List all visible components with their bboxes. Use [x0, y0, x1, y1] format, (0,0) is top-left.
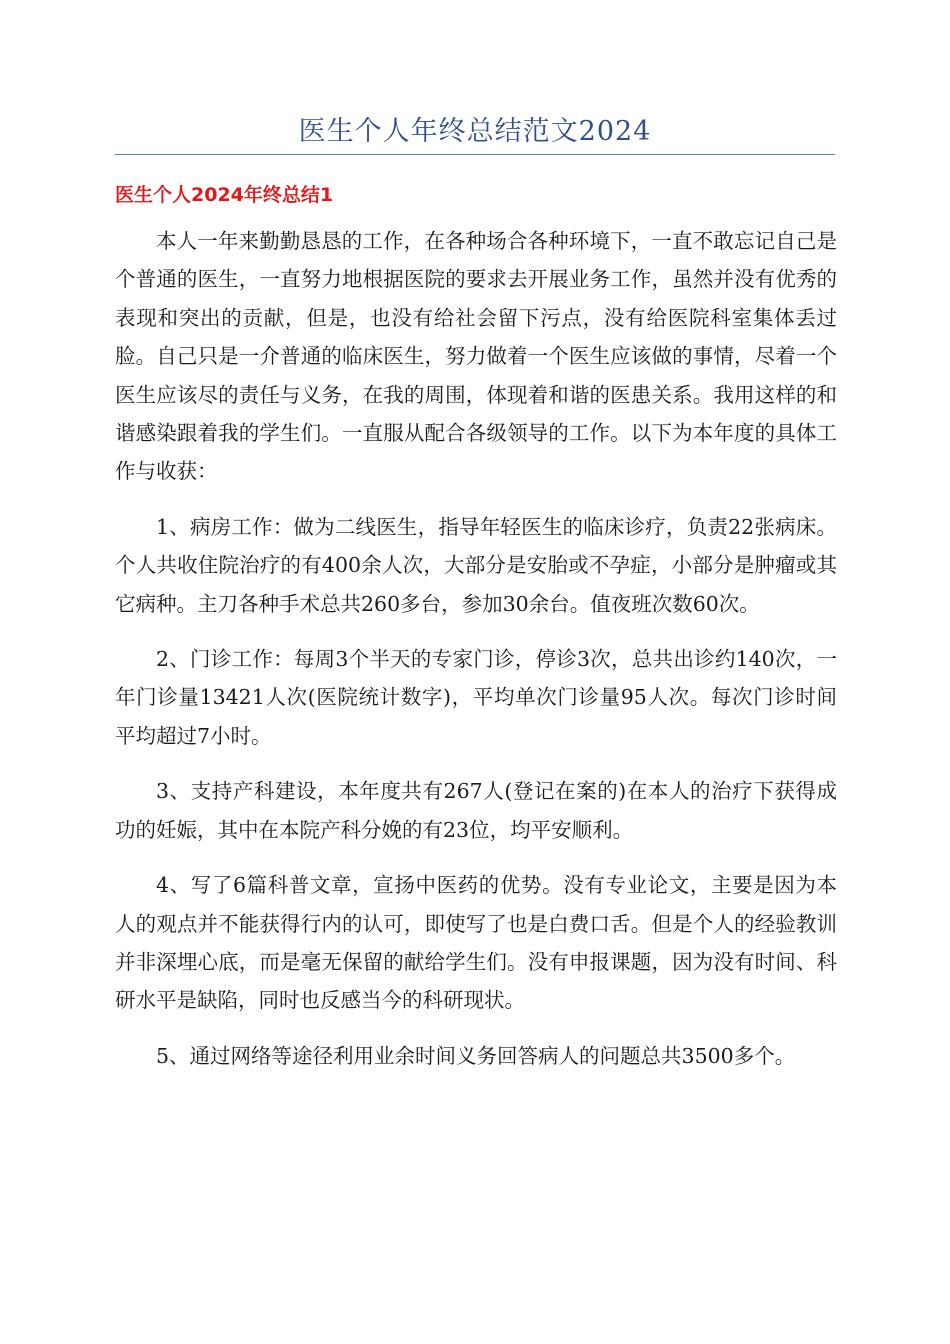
- paragraph-articles: 4、写了6篇科普文章，宣扬中医药的优势。没有专业论文，主要是因为本人的观点并不能获得行内的认可，即使写了也是白费口舌。但是个人的经验教训并非深埋心底，而是毫无保留的献给学生们。没有申报课题，因为没有时间、科研水平是缺陷，同时也反感当今的科研现状。: [115, 873, 837, 1013]
- paragraph-outpatient-work: 2、门诊工作：每周3个半天的专家门诊，停诊3次，总共出诊约140次，一年门诊量13421人次(医院统计数字)，平均单次门诊量95人次。每次门诊时间平均超过7小时。: [115, 647, 837, 748]
- title-underline: [115, 154, 835, 155]
- paragraph-obstetrics: 3、支持产科建设，本年度共有267人(登记在案的)在本人的治疗下获得成功的妊娠，其中在本院产科分娩的有23位，均平安顺利。: [115, 779, 837, 842]
- document-body: [115, 222, 837, 1092]
- paragraph-intro: 本人一年来勤勤恳恳的工作，在各种场合各种环境下，一直不敢忘记自己是个普通的医生，一直努力地根据医院的要求去开展业务工作，虽然并没有优秀的表现和突出的贡献，但是，也没有给社会留下污点，没有给医院科室集体丢过脸。自己只是一介普通的临床医生，努力做着一个医生应该做的事情，尽着一个医生应该尽的责任与义务，在我的周围，体现着和谐的医患关系。我用这样的和谐感染跟着我的学生们。一直服从配合各级领导的工作。以下为本年度的具体工作与收获：: [115, 229, 837, 484]
- paragraph-ward-work: 1、病房工作：做为二线医生，指导年轻医生的临床诊疗，负责22张病床。个人共收住院治疗的有400余人次，大部分是安胎或不孕症，小部分是肿瘤或其它病种。主刀各种手术总共260多台，参加30余台。值夜班次数60次。: [115, 514, 837, 616]
- section-heading: 医生个人2024年终总结1: [115, 184, 334, 206]
- document-title: 医生个人年终总结范文2024: [298, 116, 652, 147]
- paragraph-online-answers: 5、通过网络等途径利用业余时间义务回答病人的问题总共3500多个。: [156, 1043, 796, 1068]
